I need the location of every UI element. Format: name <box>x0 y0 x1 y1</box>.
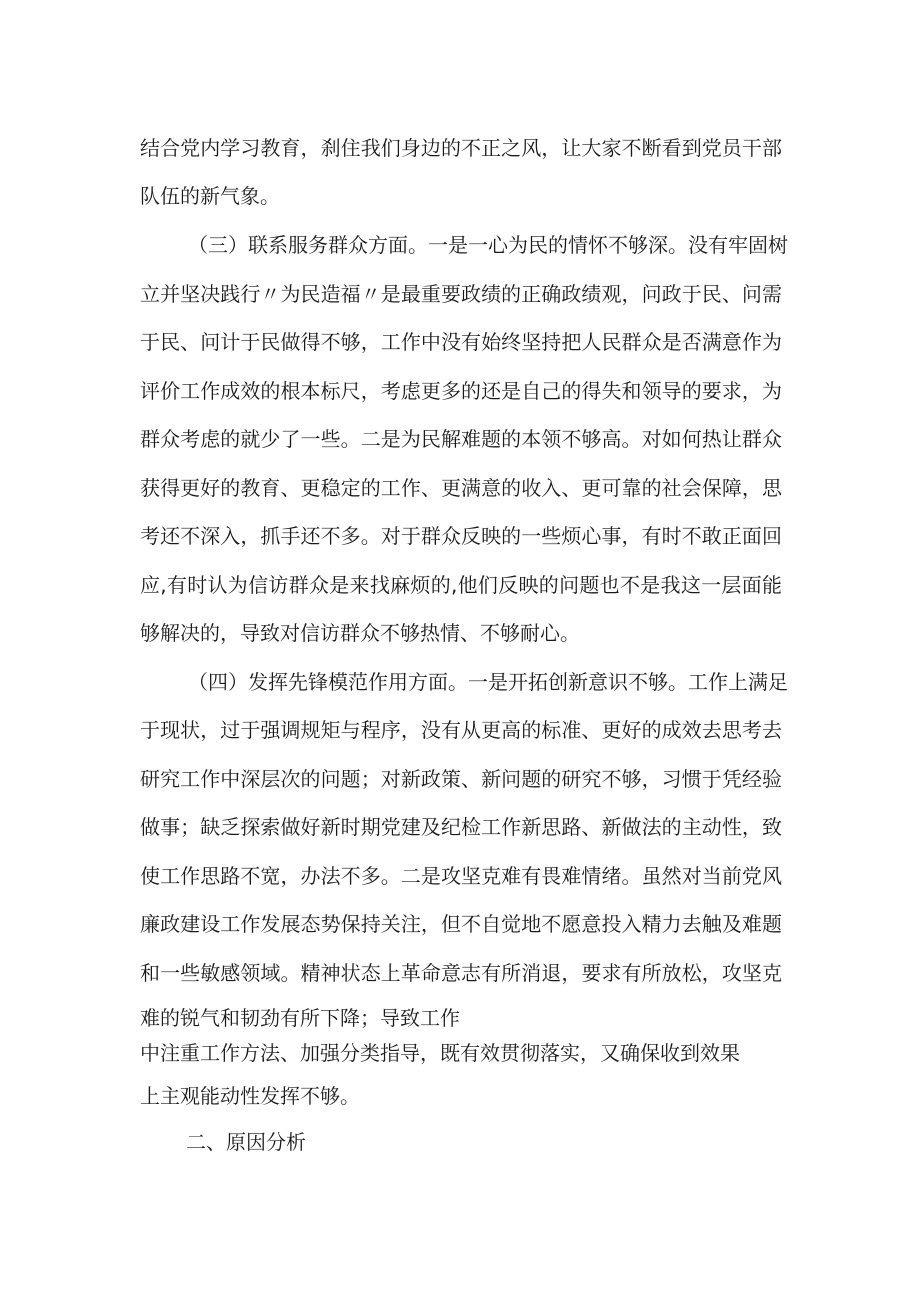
paragraph-1-line-2: 队伍的新气象。 <box>140 184 280 208</box>
paragraph-3-line-3: 研究工作中深层次的问题；对新政策、新问题的研究不够，习惯于凭经验 <box>140 767 782 791</box>
paragraph-2-line-4: 评价工作成效的根本标尺，考虑更多的还是自己的得失和领导的要求，为 <box>140 379 782 403</box>
paragraph-2-line-2: 立并坚决践行〃为民造福〃是最重要政绩的正确政绩观，问政于民、问需 <box>140 282 782 306</box>
paragraph-2-line-5: 群众考虑的就少了一些。二是为民解难题的本领不够高。对如何热让群众 <box>140 427 782 451</box>
paragraph-1-line-1: 结合党内学习教育，刹住我们身边的不正之风，让大家不断看到党员干部 <box>140 136 782 160</box>
paragraph-3-line-4: 做事；缺乏探索做好新时期党建及纪检工作新思路、新做法的主动性，致 <box>140 815 782 839</box>
paragraph-3-line-7: 和一些敏感领域。精神状态上革命意志有所消退，要求有所放松，攻坚克 <box>140 961 782 985</box>
paragraph-3-line-1: （四）发挥先锋模范作用方面。一是开拓创新意识不够。工作上满足 <box>188 670 788 694</box>
paragraph-2-line-7: 考还不深入，抓手还不多。对于群众反映的一些烦心事，有时不敢正面回 <box>140 524 782 548</box>
paragraph-3-line-8: 难的锐气和韧劲有所下降；导致工作 <box>140 1006 460 1030</box>
section-heading: 二、原因分析 <box>186 1130 306 1154</box>
paragraph-2-line-9: 够解决的，导致对信访群众不够热情、不够耐心。 <box>140 621 580 645</box>
paragraph-3-line-2: 于现状，过于强调规矩与程序，没有从更高的标准、更好的成效去思考去 <box>140 718 782 742</box>
paragraph-2-line-6: 获得更好的教育、更稳定的工作、更满意的收入、更可靠的社会保障，思 <box>140 476 782 500</box>
paragraph-3-line-9: 中注重工作方法、加强分类指导，既有效贯彻落实，又确保收到效果 <box>140 1041 740 1065</box>
paragraph-3-line-6: 廉政建设工作发展态势保持关注，但不自觉地不愿意投入精力去触及难题 <box>140 912 782 936</box>
paragraph-2-line-1: （三）联系服务群众方面。一是一心为民的情怀不够深。没有牢固树 <box>188 233 788 257</box>
paragraph-3-line-5: 使工作思路不宽，办法不多。二是攻坚克难有畏难情绪。虽然对当前党风 <box>140 864 782 888</box>
paragraph-3-line-10: 上主观能动性发挥不够。 <box>140 1084 360 1108</box>
paragraph-2-line-3: 于民、问计于民做得不够，工作中没有始终坚持把人民群众是否满意作为 <box>140 330 782 354</box>
paragraph-2-line-8: 应,有时认为信访群众是来找麻烦的,他们反映的问题也不是我这一层面能 <box>140 573 782 597</box>
